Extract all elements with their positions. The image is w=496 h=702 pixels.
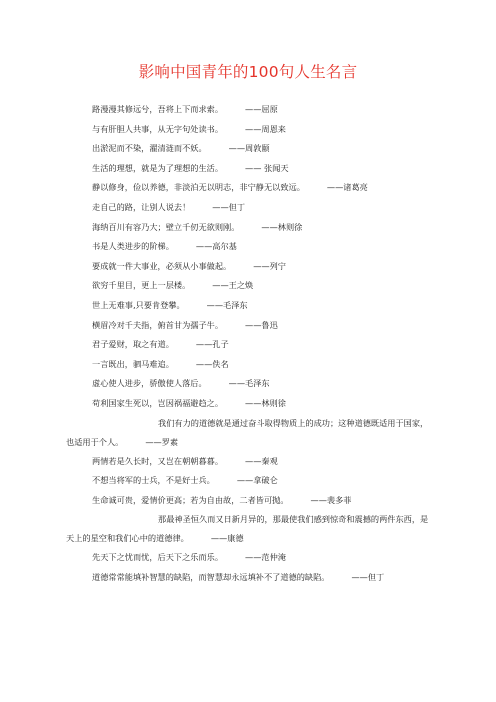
quote-text: 海纳百川有容乃大；壁立千仞无欲则刚。 [92, 221, 240, 232]
quote-author: ——但丁 [212, 201, 246, 212]
quote-author: ——毛泽东 [206, 299, 248, 310]
quote-item [0, 120, 434, 140]
quote-author: ——王之焕 [212, 280, 254, 291]
quote-author: ——周敦颐 [228, 143, 270, 154]
quote-author: ——佚名 [195, 358, 229, 369]
quote-item [0, 237, 434, 257]
quote-text: 道德常常能填补智慧的缺陷，而智慧却永远填补不了道德的缺陷。 [92, 571, 330, 582]
quote-item [0, 355, 434, 375]
quote-text: 世上无难事,只要肯登攀。 [92, 299, 185, 310]
quote-item [0, 159, 434, 179]
quote-author: ——林则徐 [245, 397, 286, 408]
quote-item [0, 471, 434, 491]
quote-item [0, 491, 434, 511]
quote-author: ——范仲淹 [245, 552, 286, 563]
quote-text: 虚心使人进步，骄傲使人落后。 [92, 378, 207, 389]
quote-item [0, 568, 434, 588]
quote-text: 欲穷千里目，更上一层楼。 [92, 280, 191, 291]
quote-author: ——诸葛亮 [326, 182, 368, 193]
quote-text: 我们有力的道德就是通过奋斗取得物质上的成功；这种道德既适用于国家，也适用于个人。 [66, 417, 429, 447]
quote-author: ——罗素 [145, 436, 179, 447]
quote-item [0, 139, 434, 159]
quote-author: ——林则徐 [261, 221, 303, 232]
quote-item [0, 548, 434, 568]
quote-author: ——毛泽东 [228, 378, 270, 389]
quote-text: 两情若是久长时，又岂在朝朝暮暮。 [92, 455, 224, 466]
quote-text: 生活的理想，就是为了理想的生活。 [92, 162, 224, 173]
quote-text: 路漫漫其修远兮，吾将上下而求索。 [92, 104, 224, 114]
quote-author: ——拿破仑 [236, 475, 278, 486]
quote-list [0, 100, 496, 587]
quote-text: 走自己的路，让别人说去！ [92, 201, 191, 212]
quote-item [0, 100, 434, 120]
quote-author: ——孔子 [195, 339, 229, 350]
quote-text: 要成就一件大事业，必须从小事做起。 [92, 260, 232, 271]
quote-text: 横眉冷对千夫指，俯首甘为孺子牛。 [92, 319, 224, 330]
quote-author: ——裴多菲 [310, 494, 352, 505]
quote-text: 静以修身，俭以养德，非淡泊无以明志，非宁静无以致远。 [92, 182, 305, 193]
quote-text: 先天下之忧而忧，后天下之乐而乐。 [92, 552, 224, 563]
quote-item [0, 198, 434, 218]
quote-author: —— 张闻天 [245, 162, 289, 173]
quote-author: ——鲁迅 [245, 319, 278, 330]
quote-item [0, 335, 434, 355]
quote-item [0, 178, 434, 198]
quote-text: 不想当将军的士兵，不是好士兵。 [92, 475, 215, 486]
quote-text: 苟利国家生死以，岂因祸福避趋之。 [92, 397, 224, 408]
quote-author: ——康德 [210, 533, 244, 544]
quote-item [66, 510, 430, 548]
quote-item [0, 296, 434, 316]
quote-text: 那最神圣恒久而又日新月异的，那最使我们感到惊奇和震撼的两件东西，是天上的星空和我们心中的道德律。 [66, 514, 429, 544]
quote-item [0, 218, 434, 238]
quote-text: 与有肝胆人共事，从无字句处读书。 [92, 123, 224, 134]
page-title: 影响中国青年的100句人生名言 [138, 63, 358, 81]
quote-author: ——屈原 [245, 104, 278, 114]
quote-author: ——周恩来 [245, 123, 286, 134]
quote-text: 君子爱财，取之有道。 [92, 339, 174, 350]
quote-item [0, 452, 434, 472]
quote-author: ——高尔基 [195, 241, 237, 252]
quote-item [66, 414, 430, 452]
quote-item [0, 394, 434, 414]
quote-item [0, 374, 434, 394]
quote-item [0, 316, 434, 336]
quote-text: 出淤泥而不染，濯清涟而不妖。 [92, 143, 207, 154]
quote-text: 生命诚可贵，爱情价更高；若为自由故，二者皆可抛。 [92, 494, 289, 505]
quote-author: ——但丁 [351, 571, 385, 582]
quote-text: 书是人类进步的阶梯。 [92, 241, 174, 252]
quote-text: 一言既出，驷马难追。 [92, 358, 174, 369]
quote-item [0, 257, 434, 277]
quote-author: ——列宁 [253, 260, 286, 271]
quote-item [0, 276, 434, 296]
quote-author: ——秦观 [245, 455, 278, 466]
